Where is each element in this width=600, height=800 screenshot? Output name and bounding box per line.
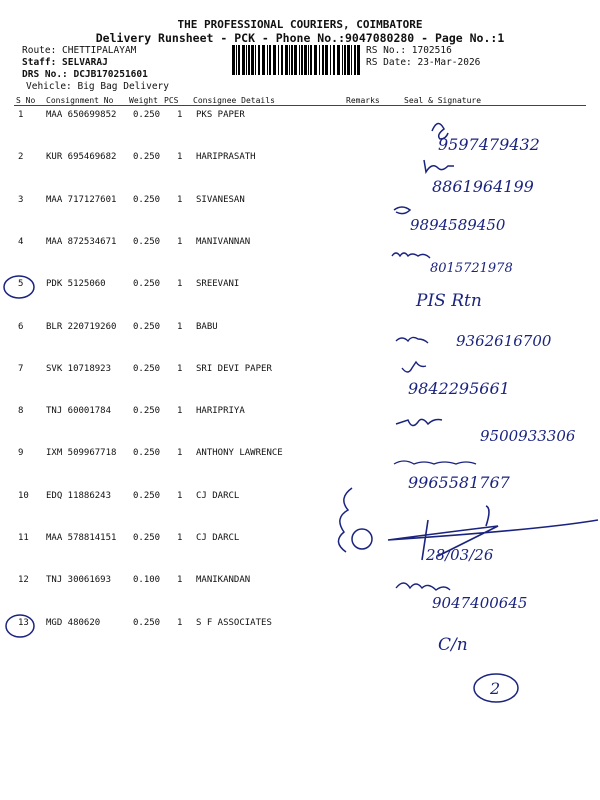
cell-pcs: 1 [177, 195, 183, 205]
cell-weight: 0.250 [133, 406, 161, 416]
col-header-signature: Seal & Signature [404, 96, 482, 105]
cell-sno: 2 [18, 152, 24, 162]
runsheet-title: THE PROFESSIONAL COURIERS, COIMBATORE [177, 18, 423, 31]
cell-consignment-no: MAA 872534671 [46, 237, 117, 247]
circle-mark-page [474, 674, 518, 702]
cell-pcs: 1 [177, 491, 183, 501]
col-header-weight: Weight [129, 96, 158, 105]
drs-number: DRS No.: DCJB170251601 [22, 69, 148, 80]
handwritten-remark-5: PIS Rtn [416, 291, 482, 311]
rs-number: RS No.: 1702516 [366, 45, 452, 56]
cell-consignee: MANIVANNAN [196, 237, 251, 247]
cell-consignee: BABU [196, 322, 218, 332]
col-header-consignment: Consignment No [46, 96, 114, 105]
signature-scribble-8 [396, 419, 442, 425]
cell-consignee: S F ASSOCIATES [196, 618, 272, 628]
handwritten-date: 28/03/26 [426, 546, 494, 564]
cell-consignee: HARIPRASATH [196, 152, 256, 162]
cell-consignment-no: MAA 578814151 [46, 533, 117, 543]
handwritten-page-number: 2 [490, 679, 501, 698]
cell-pcs: 1 [177, 279, 183, 289]
barcode-bar [294, 45, 297, 75]
cell-consignee: PKS PAPER [196, 110, 245, 120]
cell-pcs: 1 [177, 152, 183, 162]
signature-scribble-7 [402, 362, 426, 372]
cell-pcs: 1 [177, 448, 183, 458]
cell-weight: 0.250 [133, 237, 161, 247]
rs-date: RS Date: 23-Mar-2026 [366, 57, 481, 68]
signature-scribble-1 [432, 123, 448, 139]
brace-mark [338, 488, 352, 552]
cell-weight: 0.250 [133, 491, 161, 501]
barcode-bar [278, 45, 279, 75]
vehicle-label: Vehicle: Big Bag Delivery [26, 81, 169, 92]
cell-sno: 13 [18, 618, 29, 628]
barcode-bar [242, 45, 245, 75]
cell-pcs: 1 [177, 575, 183, 585]
signature-scribble-6 [396, 337, 428, 343]
cell-consignee: ANTHONY LAWRENCE [196, 448, 283, 458]
barcode-bar [267, 45, 268, 75]
handwritten-phone-7: 9842295661 [408, 379, 510, 398]
signature-scribble-9 [394, 461, 476, 464]
barcode-bar [232, 45, 235, 75]
cell-pcs: 1 [177, 364, 183, 374]
barcode-bar [325, 45, 328, 75]
cell-consignment-no: SVK 10718923 [46, 364, 112, 374]
cell-pcs: 1 [177, 533, 183, 543]
header-divider [14, 105, 586, 106]
barcode-bar [236, 45, 237, 75]
cell-consignment-no: MAA 650699852 [46, 110, 117, 120]
cell-sno: 11 [18, 533, 29, 543]
cell-consignment-no: TNJ 30061693 [46, 575, 112, 585]
col-header-pcs: PCS [164, 96, 179, 105]
circle-mark-2 [352, 529, 372, 549]
barcode-bar [246, 45, 247, 75]
cell-consignee: SREEVANI [196, 279, 240, 289]
signature-scribble-4 [392, 253, 430, 258]
barcode-bar [344, 45, 346, 75]
barcode-bar [291, 45, 293, 75]
barcode-bar [301, 45, 303, 75]
col-header-remarks: Remarks [346, 96, 380, 105]
barcode-bar [299, 45, 300, 75]
cell-pcs: 1 [177, 322, 183, 332]
cell-weight: 0.250 [133, 279, 161, 289]
cell-sno: 4 [18, 237, 24, 247]
cell-sno: 10 [18, 491, 29, 501]
runsheet-subtitle: Delivery Runsheet - PCK - Phone No.:9047080280 - Page No.:1 [95, 31, 505, 45]
barcode-bar [322, 45, 324, 75]
barcode-bar [248, 45, 250, 75]
barcode-bar [269, 45, 271, 75]
barcode-bar [238, 45, 240, 75]
cell-weight: 0.250 [133, 322, 161, 332]
handwritten-phone-3: 9894589450 [410, 216, 506, 234]
cell-weight: 0.250 [133, 152, 161, 162]
cell-consignment-no: IXM 509967718 [46, 448, 117, 458]
cell-consignee: SIVANESAN [196, 195, 245, 205]
cell-consignee: MANIKANDAN [196, 575, 251, 585]
barcode-bar [255, 45, 256, 75]
barcode-image [232, 45, 362, 75]
barcode-bar [342, 45, 343, 75]
barcode-bar [281, 45, 283, 75]
cell-sno: 8 [18, 406, 24, 416]
route-label: Route: CHETTIPALAYAM [22, 45, 137, 56]
col-header-consignee: Consignee Details [193, 96, 275, 105]
cell-consignment-no: MAA 717127601 [46, 195, 117, 205]
cell-sno: 9 [18, 448, 24, 458]
barcode-bar [310, 45, 312, 75]
handwritten-phone-8: 9500933306 [480, 427, 576, 445]
col-header-sno: S No [16, 96, 36, 105]
cell-consignment-no: TNJ 60001784 [46, 406, 112, 416]
cell-weight: 0.250 [133, 618, 161, 628]
signature-scribble-3 [394, 207, 410, 214]
cell-weight: 0.250 [133, 364, 161, 374]
cell-sno: 7 [18, 364, 24, 374]
barcode-bar [347, 45, 350, 75]
cell-consignment-no: EDQ 11886243 [46, 491, 112, 501]
barcode-bar [285, 45, 288, 75]
handwritten-phone-1: 9597479432 [438, 135, 540, 154]
handwritten-remark-13: C/n [438, 635, 468, 655]
cell-consignee: CJ DARCL [196, 491, 240, 501]
barcode-bar [273, 45, 276, 75]
barcode-bar [333, 45, 335, 75]
barcode-bar [337, 45, 340, 75]
cell-consignment-no: BLR 220719260 [46, 322, 117, 332]
signature-scribble-2 [424, 160, 454, 172]
barcode-bar [319, 45, 320, 75]
handwritten-phone-6: 9362616700 [456, 332, 552, 350]
cell-weight: 0.250 [133, 448, 161, 458]
barcode-bar [251, 45, 254, 75]
staff-label: Staff: SELVARAJ [22, 57, 108, 68]
cell-sno: 1 [18, 110, 24, 120]
barcode-bar [262, 45, 265, 75]
handwritten-phone-9: 9965581767 [408, 473, 510, 492]
cell-consignment-no: PDK 5125060 [46, 279, 106, 289]
barcode-bar [304, 45, 307, 75]
cell-weight: 0.250 [133, 195, 161, 205]
barcode-bar [289, 45, 290, 75]
cell-consignee: CJ DARCL [196, 533, 240, 543]
cell-weight: 0.250 [133, 533, 161, 543]
cell-pcs: 1 [177, 618, 183, 628]
cell-sno: 5 [18, 279, 24, 289]
signature-scribble-10-11 [388, 506, 598, 560]
barcode-bar [258, 45, 260, 75]
cell-consignment-no: MGD 480620 [46, 618, 101, 628]
cell-consignee: HARIPRIYA [196, 406, 245, 416]
barcode-bar [314, 45, 317, 75]
cell-pcs: 1 [177, 237, 183, 247]
cell-consignment-no: KUR 695469682 [46, 152, 117, 162]
barcode-bar [351, 45, 352, 75]
cell-sno: 12 [18, 575, 29, 585]
cell-weight: 0.250 [133, 110, 161, 120]
cell-pcs: 1 [177, 110, 183, 120]
cell-consignee: SRI DEVI PAPER [196, 364, 272, 374]
barcode-bar [357, 45, 360, 75]
handwritten-phone-4: 8015721978 [430, 261, 513, 276]
barcode-bar [354, 45, 356, 75]
cell-sno: 6 [18, 322, 24, 332]
cell-weight: 0.100 [133, 575, 161, 585]
cell-sno: 3 [18, 195, 24, 205]
barcode-bar [308, 45, 309, 75]
handwritten-phone-2: 8861964199 [432, 177, 534, 196]
barcode-bar [330, 45, 331, 75]
handwritten-phone-12: 9047400645 [432, 594, 528, 612]
cell-pcs: 1 [177, 406, 183, 416]
signature-scribble-12 [396, 583, 450, 590]
